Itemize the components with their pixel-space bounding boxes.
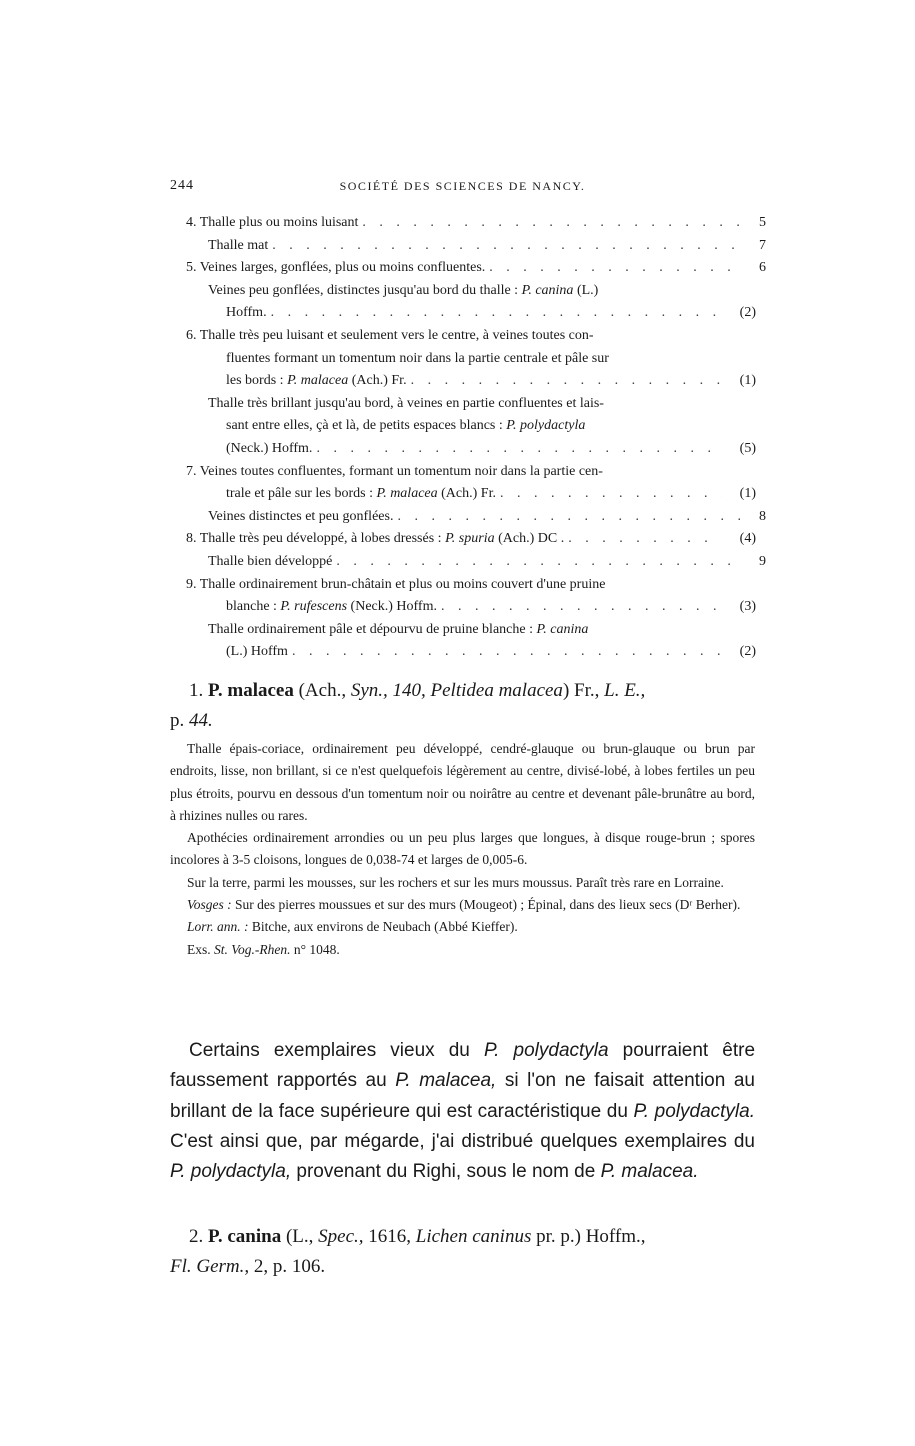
running-title: SOCIÉTÉ DES SCIENCES DE NANCY. — [339, 179, 586, 193]
key-line: sant entre elles, çà et là, de petits espaces blancs : P. polydactyla — [226, 418, 586, 434]
key-line: Hoffm. . . . (2) — [186, 302, 756, 325]
locality-paragraph: Vosges : Sur des pierres moussues et sur des murs (Mougeot) ; Épinal, dans des lieux secs (Dʳ Berher). — [187, 897, 741, 913]
key-line: (Neck.) Hoffm. . . . (5) — [186, 438, 756, 461]
species-heading-canina: 2. P. canina (L., Spec., 1616, Lichen caninus pr. p.) Hoffm., Fl. Germ., 2, p. 106. — [170, 1226, 646, 1277]
remark-paragraph: Certains exemplaires vieux du P. polydactyla pourraient être faussement rapportés au P. malacea, si l'on ne faisait attention au brillant de la face supérieure qui est caractéristique du P. polydactyla. C'est ainsi que, par mégarde, j'ai distribué quelques exemplaires du P. polydactyla, provenant du Righi, sous le nom de P. malacea. — [170, 1040, 756, 1183]
page-number: 244 — [170, 178, 194, 193]
description-paragraph: Apothécies ordinairement arrondies ou un peu plus larges que longues, à disque rouge-brun ; spores incolores à 3-5 cloisons, longues de 0,038-74 et larges de 0,005-6. — [170, 830, 755, 868]
key-line: 9. Thalle ordinairement brun-châtain et plus ou moins couvert d'une pruine — [186, 576, 606, 592]
key-line: fluentes formant un tomentum noir dans la partie centrale et pâle sur — [226, 350, 609, 366]
key-line: 7. Veines toutes confluentes, formant un tomentum noir dans la partie cen- — [186, 463, 603, 479]
species-heading-malacea: 1. P. malacea (Ach., Syn., 140, Peltidea malacea) Fr., L. E., p. 44. — [170, 680, 646, 731]
species-description — [170, 738, 755, 961]
exsiccata-paragraph: Exs. St. Vog.-Rhen. n° 1048. — [187, 941, 340, 957]
key-line: Thalle très brillant jusqu'au bord, à veines en partie confluentes et lais- — [208, 395, 604, 411]
key-line: 6. Thalle très peu luisant et seulement vers le centre, à veines toutes con- — [186, 327, 594, 343]
key-line: Veines distinctes et peu gonflées. . . . 8 — [186, 506, 756, 529]
identification-key — [186, 212, 766, 664]
key-line: trale et pâle sur les bords : P. malacea (Ach.) Fr. . . . (1) — [186, 483, 756, 506]
key-line: Thalle ordinairement pâle et dépourvu de pruine blanche : P. canina — [208, 621, 589, 637]
description-paragraph: Thalle épais-coriace, ordinairement peu développé, cendré-glauque ou brun-glauque ou brun par endroits, lisse, non brillant, si ce n'est quelquefois légèrement au centre, divisé-lobé, à lobes fertiles un peu plus étroits, pourvu en dessous d'un tomentum noir ou noirâtre au centre et devenant pâle-brunâtre au bord, à rhizines nulles ou rares. — [170, 741, 755, 823]
key-line: blanche : P. rufescens (Neck.) Hoffm. . . . (3) — [186, 596, 756, 619]
description-paragraph: Sur la terre, parmi les mousses, sur les rochers et sur les murs moussus. Paraît très rare en Lorraine. — [187, 874, 724, 890]
key-line: 5. Veines larges, gonflées, plus ou moins confluentes. . . . 6 — [186, 257, 756, 280]
key-line: Thalle bien développé . . . 9 — [186, 551, 756, 574]
key-line: les bords : P. malacea (Ach.) Fr. . . . (1) — [186, 370, 756, 393]
key-line: Thalle mat . . . 7 — [186, 235, 756, 258]
page-header — [170, 178, 755, 200]
key-line: Veines peu gonflées, distinctes jusqu'au bord du thalle : P. canina (L.) — [208, 282, 599, 298]
key-line: 8. Thalle très peu développé, à lobes dressés : P. spuria (Ach.) DC . . . . (4) — [186, 528, 756, 551]
key-line: (L.) Hoffm . . . (2) — [186, 641, 756, 664]
key-line: 4. Thalle plus ou moins luisant . . . 5 — [186, 212, 756, 235]
locality-paragraph: Lorr. ann. : Bitche, aux environs de Neubach (Abbé Kieffer). — [187, 919, 518, 935]
